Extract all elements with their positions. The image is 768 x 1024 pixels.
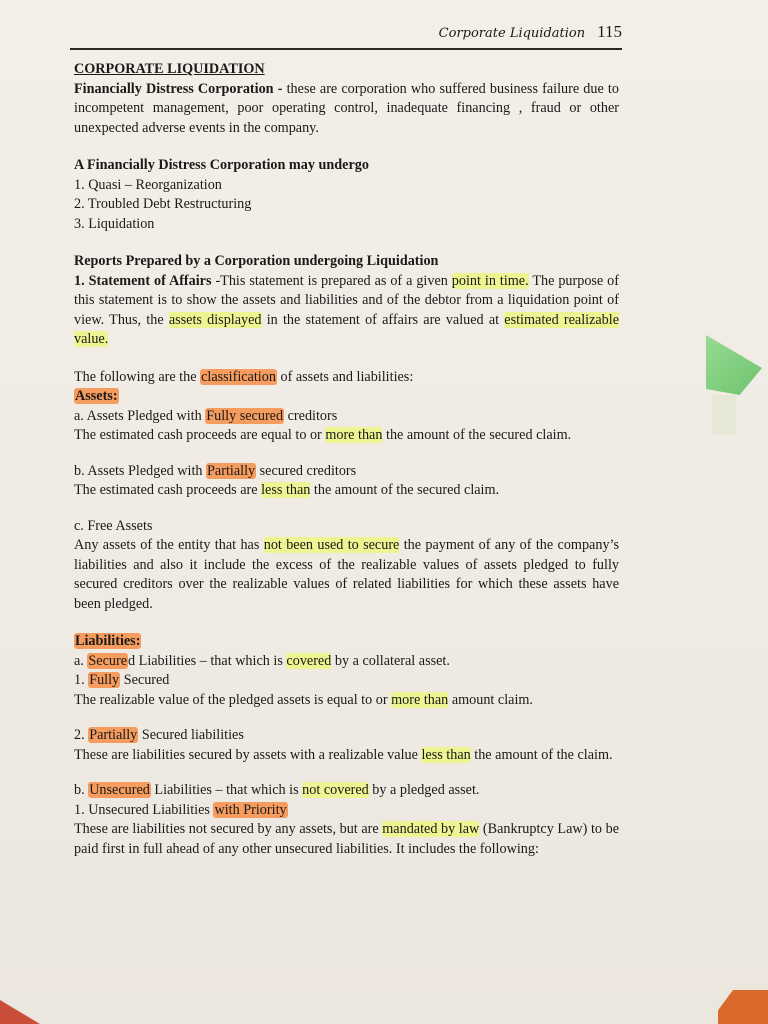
- text: These are liabilities secured by assets with a realizable value: [74, 746, 422, 763]
- red-corner-tab: [0, 1000, 40, 1024]
- text: b. Assets Pledged with: [74, 462, 207, 479]
- text: The estimated cash proceeds are: [74, 482, 262, 498]
- page-tab-shadow: [712, 395, 736, 435]
- text: amount claim.: [448, 691, 533, 708]
- highlight: not covered: [302, 782, 369, 798]
- text: b.: [74, 782, 89, 798]
- green-page-tab: [706, 335, 762, 395]
- text: Secured: [120, 672, 170, 688]
- text: creditors: [284, 407, 338, 424]
- highlight: Partially: [207, 462, 256, 479]
- running-title: Corporate Liquidation: [438, 26, 586, 41]
- orange-corner-tab: [718, 990, 768, 1024]
- highlight: classification: [201, 368, 276, 385]
- text: the amount of the claim.: [470, 746, 613, 763]
- soa-text: -This statement is prepared as of a given: [211, 272, 452, 289]
- page-header: [70, 22, 622, 50]
- classification-line: [74, 368, 619, 388]
- text: (Bankruptcy Law) to be paid first in full ahead of any other unsecured liabilities. It includes the following:: [74, 821, 619, 857]
- fully-secured-title: [74, 671, 619, 691]
- partially-secured-desc: [74, 746, 619, 766]
- undergo-item: 3. Liquidation: [74, 215, 155, 232]
- highlight: Fully: [89, 672, 120, 688]
- highlight: Secure: [88, 652, 128, 669]
- undergo-item: 1. Quasi – Reorganization: [74, 176, 222, 193]
- fully-secured-desc: [74, 691, 619, 711]
- highlight: point in time.: [451, 272, 529, 289]
- statement-of-affairs-paragraph: [74, 272, 619, 350]
- highlight: Unsecured: [89, 782, 150, 798]
- partially-secured-title: [74, 726, 619, 746]
- assets-a-desc: [74, 426, 619, 446]
- soa-text: in the statement of affairs are valued at: [261, 311, 505, 328]
- section-title: CORPORATE LIQUIDATION: [74, 61, 265, 77]
- assets-b-title: [74, 462, 619, 482]
- unsecured-priority-title: [74, 801, 619, 821]
- intro-definition: these are corporation who suffered business failure due to incompetent management, poor operating control, inadequate financing , fraud or other unexpected adverse events in the company.: [74, 80, 619, 136]
- highlight: Fully secured: [206, 407, 284, 424]
- page-number: 115: [597, 22, 622, 41]
- unsecured-priority-desc: [74, 820, 619, 859]
- liabilities-b-title: [74, 781, 619, 801]
- intro-paragraph: [74, 80, 619, 139]
- assets-c-desc: [74, 536, 619, 614]
- assets-heading: Assets:: [75, 388, 118, 404]
- text: the amount of the secured claim.: [310, 482, 500, 498]
- liabilities-heading: Liabilities:: [75, 633, 141, 649]
- classification-text: The following are the: [74, 368, 201, 385]
- assets-b-desc: [74, 481, 619, 501]
- text: 2.: [74, 727, 89, 743]
- text: Liabilities – that which is: [150, 782, 303, 798]
- assets-a-title: [74, 407, 619, 427]
- highlight: less than: [421, 746, 471, 763]
- soa-text: The purpose of this statement is to show the assets and liabilities and of the debtor from a liquidation point of view. Thus, the: [74, 272, 619, 328]
- highlight: not been used to secure: [263, 537, 400, 553]
- text: Secured liabilities: [138, 727, 244, 743]
- page-content: [74, 60, 619, 859]
- highlight: with Priority: [214, 801, 287, 818]
- text: the amount of the secured claim.: [382, 427, 572, 443]
- assets-c-title: c. Free Assets: [74, 517, 153, 534]
- text: 1. Unsecured Liabilities: [74, 801, 214, 818]
- text: by a pledged asset.: [368, 782, 480, 798]
- highlight: Partially: [89, 727, 138, 743]
- text: the payment of any of the company’s liabilities and also it include the excess of the realizable values of assets pledged to fully secured creditors over the realizable values of related liabilities for which these assets have been pledged.: [74, 537, 619, 612]
- text: a.: [74, 652, 88, 669]
- soa-label: 1. Statement of Affairs: [74, 272, 212, 289]
- highlight: more than: [325, 427, 383, 443]
- undergo-heading: A Financially Distress Corporation may undergo: [74, 157, 369, 173]
- text: a. Assets Pledged with: [74, 407, 206, 424]
- highlight: assets displayed: [168, 311, 262, 328]
- intro-term: Financially Distress Corporation: [74, 80, 274, 97]
- text: 1.: [74, 672, 89, 688]
- text: d Liabilities – that which is: [128, 652, 287, 669]
- text: The estimated cash proceeds are equal to or: [74, 427, 326, 443]
- text: secured creditors: [256, 462, 357, 479]
- liabilities-a-title: [74, 652, 619, 672]
- highlight: covered: [286, 652, 332, 669]
- highlight: estimated realizable value.: [74, 311, 620, 347]
- text: The realizable value of the pledged assets is equal to or: [74, 691, 392, 708]
- classification-text: of assets and liabilities:: [276, 368, 414, 385]
- undergo-item: 2. Troubled Debt Restructuring: [74, 196, 252, 212]
- text: by a collateral asset.: [331, 652, 450, 669]
- text: These are liabilities not secured by any assets, but are: [74, 821, 383, 837]
- highlight: mandated by law: [382, 821, 480, 837]
- text: Any assets of the entity that has: [74, 537, 264, 553]
- reports-heading: Reports Prepared by a Corporation undergoing Liquidation: [74, 253, 439, 269]
- intro-dash: -: [273, 80, 287, 97]
- highlight: more than: [391, 691, 449, 708]
- highlight: less than: [261, 482, 311, 498]
